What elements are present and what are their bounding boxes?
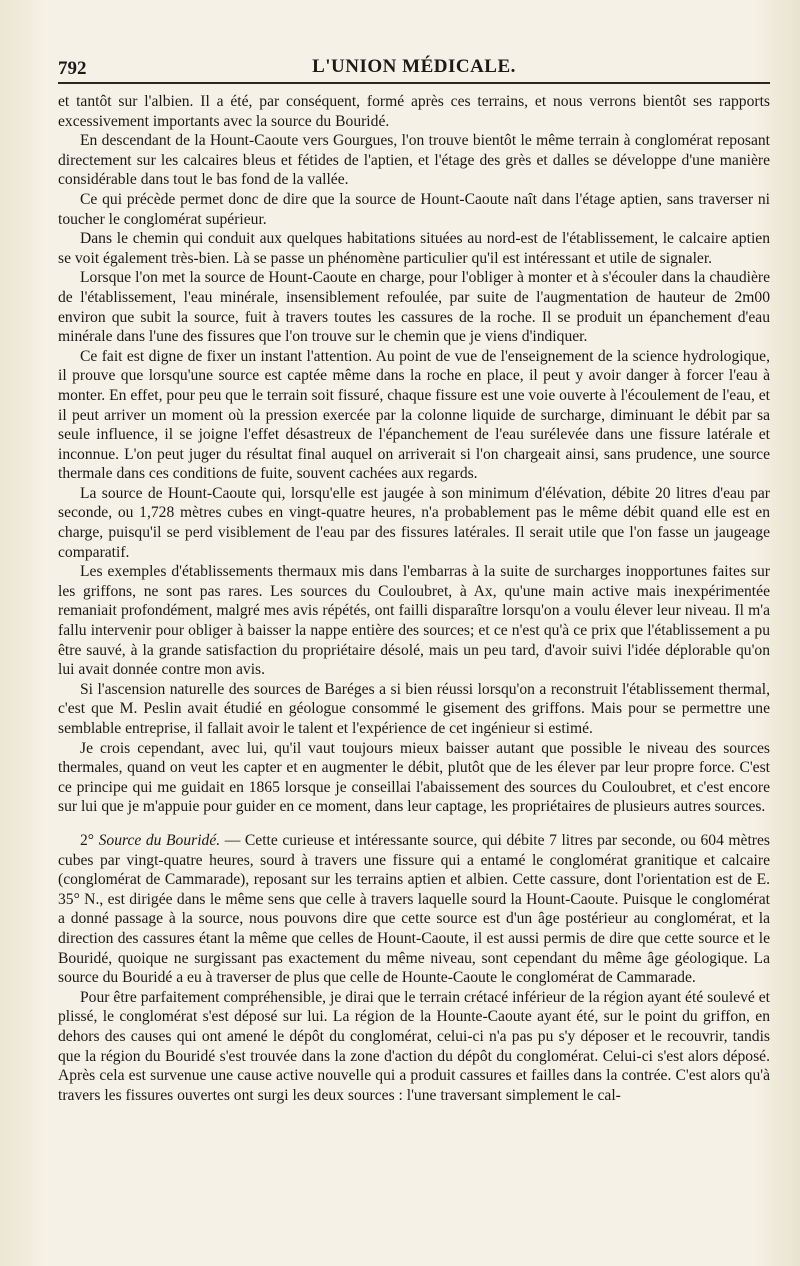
section-dash: — <box>220 831 245 849</box>
section-text: Cette curieuse et intéressante source, qui débite 7 litres par seconde, ou 604 mètres cubes par vingt-quatre heures, sourd à travers une fissure qui a entamé le conglomérat granitique et calcaire (conglomérat de Cammarade), reposant sur les terrains aptien et albien. Cette cassure, dont l'orientation est de E. 35° N., est dirigée dans le même sens que celle à travers laquelle sourd la Hount-Caoute. Puisque le conglomérat a donné passage à la source, nous pouvons dire que cette source est d'un âge postérieur au conglomérat, et la direction des cassures étant la même que celles de Hount-Caoute, il est aussi permis de dire que cette source et le Bouridé, quoique ne surgissant pas exactement du même niveau, sont cependant du même âge géologique. La source du Bouridé a eu à traverser de plus que celle de Hounte-Caoute le conglomérat de Cammarade. <box>58 831 770 987</box>
page-number: 792 <box>58 58 87 79</box>
section-paragraph <box>58 831 770 988</box>
paragraph: Pour être parfaitement compréhensible, je dirai que le terrain crétacé inférieur de la région ayant été soulevé et plissé, le conglomérat s'est déposé sur lui. La région de la Hounte-Caoute ayant été, sur le point du griffon, en dehors des causes qui ont amené le dépôt du conglomérat, celui-ci n'a pas pu s'y déposer et le recouvrir, tandis que la région du Bouridé s'est trouvée dans la zone d'action du dépôt du conglomérat. Celui-ci s'est alors déposé. Après cela est survenue une cause active nouvelle qui a produit cassures et failles dans la contrée. C'est alors qu'à travers les fissures ouvertes ont surgi les deux sources : l'une traversant simplement le cal- <box>58 988 770 1104</box>
paragraph: En descendant de la Hount-Caoute vers Gourgues, l'on trouve bientôt le même terrain à conglomérat reposant directement sur les calcaires bleus et fétides de l'aptien, et l'étage des grès et dalles se développe d'une manière considérable dans tout le bas fond de la vallée. <box>58 132 770 189</box>
running-title: L'UNION MÉDICALE. <box>312 56 516 77</box>
paragraph: Ce fait est digne de fixer un instant l'attention. Au point de vue de l'enseignement de la science hydrologique, il prouve que lorsqu'une source est captée même dans la roche en place, il peut y avoir danger à forcer l'eau à monter. En effet, pour peu que le terrain soit fissuré, chaque fissure est une voie ouverte à l'écoulement de l'eau, et il peut arriver un moment où la pression exercée par la colonne liquide de surcharge, diminuant le débit par sa seule influence, il se joigne l'effet désastreux de l'épanchement de l'eau surélevée dans une fissure latérale et inconnue. L'on peut juger du résultat final auquel on arriverait si l'on chargeait ainsi, sans prudence, une source thermale dans ces conditions de fuite, souvent cachées aux regards. <box>58 347 770 483</box>
paragraph: Lorsque l'on met la source de Hount-Caoute en charge, pour l'obliger à monter et à s'écouler dans la chaudière de l'établissement, l'eau minérale, insensiblement refoulée, par suite de l'augmentation de hauteur de 2m00 environ que subit la source, fuit à travers toutes les cassures de la roche. Il se produit un épanchement d'eau minérale dans l'une des fissures que l'on trouve sur le chemin que je viens d'indiquer. <box>58 269 770 346</box>
paragraph: Si l'ascension naturelle des sources de Baréges a si bien réussi lorsqu'on a reconstruit l'établissement thermal, c'est que M. Peslin avait étudié en géologue consommé le gisement des griffons. Mais pour se permettre une semblable entreprise, il fallait avoir le talent et l'expérience de cet ingénieur si estimé. <box>58 680 770 737</box>
paragraph: Ce qui précède permet donc de dire que la source de Hount-Caoute naît dans l'étage aptien, sans traverser ni toucher le conglomérat supérieur. <box>58 190 770 228</box>
page-header <box>58 52 770 84</box>
paragraph: Dans le chemin qui conduit aux quelques habitations situées au nord-est de l'établissement, le calcaire aptien se voit également très-bien. Là se passe un phénomène particulier qu'il est intéressant et utile de signaler. <box>58 230 770 267</box>
section-title: Source du Bouridé. <box>98 831 221 849</box>
paragraph: La source de Hount-Caoute qui, lorsqu'elle est jaugée à son minimum d'élévation, débite 20 litres d'eau par seconde, ou 1,728 mètres cubes en vingt-quatre heures, n'a probablement pas le même débit quand elle est en charge, puisqu'il se perd visiblement de l'eau par des fissures latérales. Il serait utile que l'on fasse un jaugeage comparatif. <box>58 484 770 561</box>
paragraph: Je crois cependant, avec lui, qu'il vaut toujours mieux baisser autant que possible le niveau des sources thermales, quand on veut les capter et en augmenter le débit, plutôt que de les élever par leur propre force. C'est ce principe qui me guidait en 1865 lorsque je conseillai l'abaissement des sources du Couloubret, et c'est encore sur lui que je m'appuie pour guider en ce moment, dans leur captage, les propriétaires de plusieurs autres sources. <box>58 739 770 816</box>
paragraph: Les exemples d'établissements thermaux mis dans l'embarras à la suite de surcharges inopportunes faites sur les griffons, ne sont pas rares. Les sources du Couloubret, à Ax, qu'une main active mais inexpérimentée remaniait profondément, malgré mes avis répétés, ont failli disparaître lorsqu'on a voulu élever leur niveau. Il m'a fallu intervenir pour obliger à baisser la nappe entière des sources; et ce n'est qu'à ce prix que l'établissement a pu être sauvé, à la grande satisfaction du propriétaire désolé, mais un peu tard, d'avoir suivi l'idée déplorable qu'on lui avait donnée contre mon avis. <box>58 563 770 679</box>
body-text <box>58 92 770 1105</box>
section-number: 2° <box>80 831 95 849</box>
paragraph: et tantôt sur l'albien. Il a été, par conséquent, formé après ces terrains, et nous verrons bientôt ses rapports excessivement importants avec la source du Bouridé. <box>58 93 770 130</box>
